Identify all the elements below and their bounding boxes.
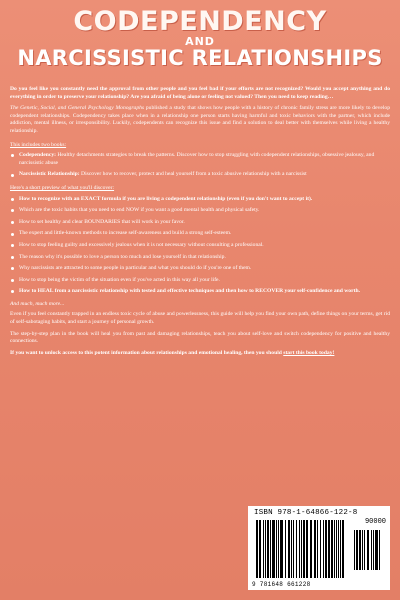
barcode-bar xyxy=(334,520,335,578)
barcode-bar xyxy=(288,520,290,578)
description xyxy=(10,86,390,361)
journal-name: The Genetic, Social, and General Psychology Monographs xyxy=(10,105,145,112)
barcode-bar xyxy=(356,530,357,570)
intro-paragraph: Do you feel like you constantly need the approval from other people and you feel bad if your efforts are not recognized? Would you accept anything and do everything in order to preserve your relationship? Are you afraid of being alone or feeling not valued? Then you need to keep reading… xyxy=(10,86,390,100)
barcode-bars xyxy=(256,520,346,578)
book-item xyxy=(10,171,390,179)
barcode-bar xyxy=(273,520,275,578)
barcode-bar xyxy=(362,530,363,570)
barcode-bar xyxy=(364,530,365,570)
barcode-bar xyxy=(310,520,312,578)
books-list xyxy=(10,152,390,179)
barcode-bar xyxy=(307,520,308,578)
call-to-action xyxy=(10,350,390,358)
barcode-bar xyxy=(296,520,298,578)
price-barcode-bars xyxy=(354,530,382,570)
barcode-bar xyxy=(340,520,341,578)
closing-paragraph-2: The step-by-step plan in the book will heal you from past and damaging relationships, teach you about self-love and switch codependency for positive and healthy connections. xyxy=(10,330,390,345)
preview-item: Which are the toxic habits that you need to end NOW if you want a good mental health and physical safety. xyxy=(10,207,390,215)
title-block xyxy=(0,6,400,70)
barcode-bar xyxy=(325,520,327,578)
preview-list xyxy=(10,196,390,296)
barcode-bar xyxy=(317,520,319,578)
book-name: Codependency: xyxy=(19,152,56,159)
price-code: 90000 xyxy=(364,518,386,526)
book-name: Narcissistic Relationship: xyxy=(19,171,80,178)
barcode-bar xyxy=(367,530,369,570)
barcode-bar xyxy=(285,520,286,578)
barcode-bar xyxy=(267,520,269,578)
barcode-bar xyxy=(354,530,355,570)
barcode-bar xyxy=(263,520,264,578)
barcode-bar xyxy=(373,530,374,570)
cta-link: start this book today! xyxy=(283,349,335,356)
barcode-bar xyxy=(359,530,361,570)
and-more: And much, much more... xyxy=(10,300,65,307)
barcode-bar xyxy=(320,520,321,578)
book-item xyxy=(10,152,390,167)
cta-text: If you want to unlock access to this potent information about relationships and emotional healing, then you should xyxy=(10,349,284,356)
barcode-bar xyxy=(265,520,266,578)
closing-paragraph-1: Even if you feel constantly trapped in an endless toxic cycle of abuse and powerlessness, this guide will help you find your own path, define things on your terms, get rid of self-sabotaging habits, and start a journey of personal growth. xyxy=(10,311,390,326)
preview-item: The expert and little-known methods to increase self-awareness and build a strong self-esteem. xyxy=(10,230,390,238)
barcode-bar xyxy=(259,520,261,578)
barcode-bar xyxy=(371,530,372,570)
barcode-bar xyxy=(342,520,343,578)
books-heading: This includes two books: xyxy=(10,141,67,148)
preview-heading: Here's a short preview of what you'll discover: xyxy=(10,184,115,191)
isbn-text: ISBN 978-1-64866-122-8 xyxy=(254,509,358,517)
preview-item: How to set healthy and clear BOUNDARIES that will work in your favor. xyxy=(10,219,390,227)
barcode-bar xyxy=(299,520,300,578)
barcode-bar xyxy=(293,520,294,578)
book-desc: Healthy detachments strategies to break the patterns. Discover how to stop struggling with codependent relationships, obsessive jealousy, and narcissistic abuse xyxy=(19,152,375,166)
preview-item: How to HEAL from a narcissistic relationship with tested and effective techniques and then how to RECOVER your self-confidence and worth. xyxy=(10,288,390,296)
barcode-box xyxy=(248,506,390,590)
book-desc: Discover how to recover, protect and heal yourself from a toxic abusive relationship with a narcissist xyxy=(79,171,307,178)
title-and: AND xyxy=(185,35,215,48)
preview-item: How to stop being the victim of the situation even if you've acted in this way all your life. xyxy=(10,277,390,285)
study-paragraph xyxy=(10,105,390,135)
barcode-bar xyxy=(291,520,292,578)
study-text: published a study that shows how people with a history of chronic family stress are more likely to develop codependent relationships. Codependency takes place when in a relationship one person starts having harmful and toxic behaviors with the partner, which include addiction, mental illness, or irresponsibility. Luckily, codependents can recognize this issue and find a solution to deal better with themselves while living a healthy relationship. xyxy=(10,105,390,134)
barcode-bar xyxy=(323,520,324,578)
barcode-digits: 9 781648 661228 xyxy=(252,581,311,588)
title-sub: NARCISSISTIC RELATIONSHIPS xyxy=(17,46,383,70)
barcode-bar xyxy=(331,520,333,578)
barcode-bar xyxy=(379,530,380,570)
preview-item: Why narcissists are attracted to some people in particular and what you should do if you're one of them. xyxy=(10,265,390,273)
barcode-bar xyxy=(276,520,277,578)
preview-item: How to stop feeling guilty and excessively jealous when it is not necessary without consulting a professional. xyxy=(10,242,390,250)
preview-item: The reason why it's possible to love a person too much and lose yourself in that relationship. xyxy=(10,254,390,262)
barcode-bar xyxy=(301,520,302,578)
title-main: CODEPENDENCY xyxy=(73,6,327,37)
preview-item: How to recognize with an EXACT formula if you are living a codependent relationship (even if you don't want to accept it). xyxy=(10,196,390,204)
barcode-bar xyxy=(282,520,283,578)
